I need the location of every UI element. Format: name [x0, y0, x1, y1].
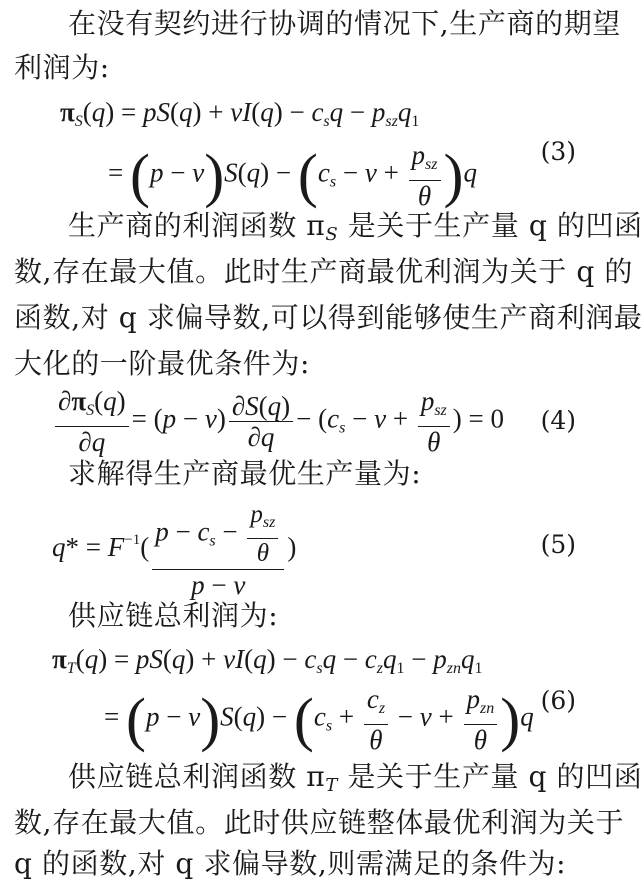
paragraph-line: 数,存在最大值。此时生产商最优利润为关于 q 的: [14, 255, 634, 288]
paragraph-line: 生产商的利润函数 $\pi_S$ 是关于生产量 q 的凹函: [68, 209, 643, 245]
paragraph-line: 利润为:: [14, 51, 110, 84]
paragraph-line: 供应链总利润为:: [68, 599, 279, 632]
paragraph-line: 数,存在最大值。此时供应链整体最优利润为关于: [14, 806, 625, 839]
equation-number: (3): [540, 137, 576, 166]
paragraph-line: 求解得生产商最优生产量为:: [68, 457, 422, 490]
paragraph-line: 大化的一阶最优条件为:: [14, 347, 311, 380]
paragraph-line: q 的函数,对 q 求偏导数,则需满足的条件为:: [14, 847, 567, 880]
equation-5: $q* = F^{-1}$( $p - c_s$ − $\frac{p_{sz}}{\theta}$ p − v ): [52, 501, 297, 600]
equation-4: $\frac{\partial\pi_S(q)}{\partial q}$ = (p − v) $\frac{\partial S(q)}{\partial q}$ − ($c_s - v$ + $\frac{p_{sz}}{\theta}$ ) = 0: [52, 386, 504, 457]
equation-number: (6): [540, 686, 576, 715]
equation-6-line-2: = $(p - v)S(q) - (c_s$ + $\frac{c_z}{\theta}$ − v + $\frac{p_{zn}}{\theta}$ )q: [104, 684, 534, 755]
equation-number: (5): [540, 530, 576, 559]
paragraph-line: 供应链总利润函数 $\pi_T$ 是关于生产量 q 的凹函: [68, 760, 643, 796]
equation-3-line-1: $\pi_S(q) = pS(q) + vI(q) - c_sq - p_{sz}q_1$: [60, 97, 420, 130]
equation-6-line-1: $\pi_T(q) = pS(q) + vI(q) - c_sq - c_zq_1 - p_{zn}q_1$: [52, 644, 483, 677]
equation-number: (4): [540, 406, 576, 435]
paragraph-line: 在没有契约进行协调的情况下,生产商的期望: [68, 7, 621, 40]
equation-3-line-2: = $(p - v)S(q) - (c_s - v$ + $\frac{p_{sz}}{\theta}$ )q: [108, 140, 477, 211]
paragraph-line: 函数,对 q 求偏导数,可以得到能够使生产商利润最: [14, 301, 643, 334]
